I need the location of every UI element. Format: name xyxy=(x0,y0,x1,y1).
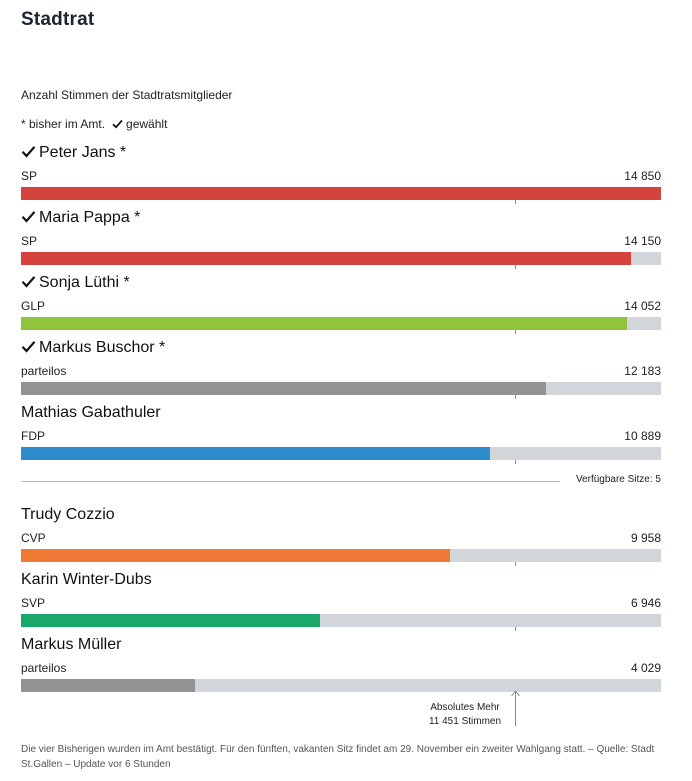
majority-marker xyxy=(515,200,516,204)
candidate-row xyxy=(21,144,661,204)
absolute-majority-label xyxy=(415,701,515,729)
vote-bar xyxy=(21,679,195,692)
absolute-majority-title: Absolutes Mehr xyxy=(430,702,500,713)
vote-bar xyxy=(21,317,627,330)
check-icon xyxy=(21,275,36,288)
chart-title: Anzahl Stimmen der Stadtratsmitglieder xyxy=(21,88,233,102)
bar-track xyxy=(21,252,661,265)
absolute-majority-value: 11 451 Stimmen xyxy=(428,716,502,727)
footnote: Die vier Bisherigen wurden im Amt bestätigt. Für den fünften, vakanten Sitz findet am 29. November ein zweiter Wahlgang statt. – Quelle: Stadt St.Gallen – Update vor 6 Stunden xyxy=(21,744,655,770)
candidate-name: Mathias Gabathuler xyxy=(21,404,161,421)
vote-bar xyxy=(21,447,490,460)
bar-track xyxy=(21,614,661,627)
candidate-votes: 6 946 xyxy=(630,596,661,610)
candidate-row xyxy=(21,339,661,399)
majority-marker xyxy=(515,627,516,631)
candidate-party: CVP xyxy=(21,531,46,545)
candidate-votes: 9 958 xyxy=(630,531,661,545)
majority-marker xyxy=(515,395,516,399)
candidate-name: Markus Müller xyxy=(21,636,122,653)
candidate-row xyxy=(21,404,661,464)
candidate-name: Sonja Lüthi * xyxy=(21,274,130,292)
vote-bar xyxy=(21,614,320,627)
available-seats-label: Verfügbare Sitze: 5 xyxy=(575,474,661,485)
candidate-name: Trudy Cozzio xyxy=(21,506,115,523)
candidate-party: GLP xyxy=(21,299,46,313)
candidate-name: Karin Winter-Dubs xyxy=(21,571,152,588)
candidate-party: FDP xyxy=(21,429,45,443)
check-icon xyxy=(112,119,123,129)
legend xyxy=(21,117,167,131)
candidate-party: parteilos xyxy=(21,364,67,378)
candidate-name: Maria Pappa * xyxy=(21,209,140,227)
candidate-votes: 12 183 xyxy=(624,364,661,378)
candidate-row xyxy=(21,209,661,269)
majority-marker xyxy=(515,265,516,269)
candidate-row xyxy=(21,571,661,631)
seats-divider xyxy=(21,481,560,482)
legend-incumbent: * bisher im Amt. xyxy=(21,117,106,131)
bar-track xyxy=(21,447,661,460)
vote-bar xyxy=(21,549,450,562)
majority-marker xyxy=(515,692,516,696)
check-icon xyxy=(21,145,36,158)
candidate-name: Markus Buschor * xyxy=(21,339,165,357)
page-title: Stadtrat xyxy=(21,9,95,30)
legend-elected: gewählt xyxy=(126,117,168,131)
candidate-party: SP xyxy=(21,169,38,183)
vote-bar xyxy=(21,252,631,265)
bar-track xyxy=(21,317,661,330)
candidate-votes: 14 150 xyxy=(624,234,661,248)
bar-track xyxy=(21,549,661,562)
candidate-votes: 14 052 xyxy=(624,299,661,313)
vote-bar xyxy=(21,187,661,200)
check-icon xyxy=(21,340,36,353)
check-icon xyxy=(21,210,36,223)
candidate-row xyxy=(21,274,661,334)
bar-track xyxy=(21,679,661,692)
candidate-party: SVP xyxy=(21,596,46,610)
candidate-votes: 14 850 xyxy=(624,169,661,183)
majority-marker xyxy=(515,330,516,334)
majority-marker xyxy=(515,562,516,566)
candidate-party: SP xyxy=(21,234,38,248)
bar-track xyxy=(21,382,661,395)
candidate-row xyxy=(21,636,661,696)
candidate-votes: 10 889 xyxy=(624,429,661,443)
candidate-party: parteilos xyxy=(21,661,67,675)
vote-bar xyxy=(21,382,546,395)
candidate-row xyxy=(21,506,661,566)
candidate-name: Peter Jans * xyxy=(21,144,126,162)
candidate-votes: 4 029 xyxy=(630,661,661,675)
bar-track xyxy=(21,187,661,200)
majority-marker xyxy=(515,460,516,464)
